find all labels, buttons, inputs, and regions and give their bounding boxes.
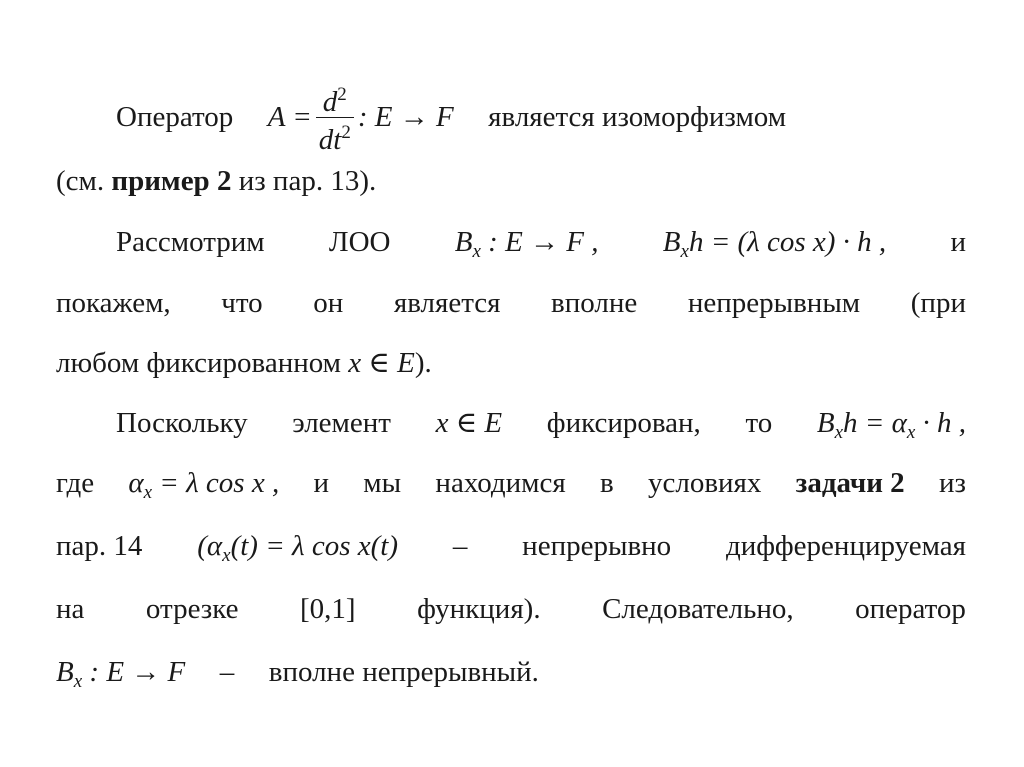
frac-denominator-exponent: 2 bbox=[341, 122, 351, 143]
word-where: где bbox=[56, 467, 95, 499]
op-b: B bbox=[454, 226, 473, 258]
segment-word-3: функция). bbox=[417, 593, 541, 625]
formula-alpha-t bbox=[197, 528, 398, 574]
eq-op-b: B bbox=[662, 226, 681, 258]
word-since: Поскольку bbox=[116, 407, 248, 439]
alpha-sub: x bbox=[143, 482, 153, 503]
segment-word-2: [0,1] bbox=[300, 593, 356, 625]
word-in: в bbox=[600, 467, 614, 499]
formula-bxh bbox=[663, 224, 886, 270]
alpha-t-open: (α bbox=[197, 530, 223, 562]
segment-word-4: Следовательно, bbox=[602, 593, 794, 625]
word-consider: Рассмотрим bbox=[116, 226, 265, 258]
frac-denominator: dt bbox=[318, 124, 342, 156]
word-element: элемент bbox=[292, 407, 391, 439]
formula-lhs: A = bbox=[267, 101, 312, 134]
show-word-3: является bbox=[393, 287, 501, 319]
show-word-5: непрерывным bbox=[687, 287, 861, 319]
text-from-par-13: из пар. 13). bbox=[231, 165, 377, 197]
line-par-14 bbox=[56, 528, 966, 574]
show-word-4: вполне bbox=[551, 287, 638, 319]
formula-x-in-e: x ∈ E bbox=[348, 347, 415, 379]
alpha-t-sub: x bbox=[222, 545, 231, 566]
op-b-sub: x bbox=[472, 241, 481, 262]
word-loo: ЛОО bbox=[328, 226, 391, 258]
line-any-fixed bbox=[56, 345, 966, 381]
eq6-sub2: x bbox=[906, 422, 916, 443]
show-word-0: покажем, bbox=[56, 287, 171, 319]
dash-2: – bbox=[219, 656, 235, 688]
op10-map: : E → F bbox=[89, 656, 186, 688]
word-and: и bbox=[950, 226, 966, 258]
segment-word-5: оператор bbox=[855, 593, 966, 625]
word-fixed: фиксирован, bbox=[546, 407, 701, 439]
fraction-d2-dt2 bbox=[316, 80, 354, 155]
word-differentiable: дифференцируемая bbox=[726, 530, 966, 562]
op-map: : E → F , bbox=[488, 226, 599, 258]
word-we: мы bbox=[363, 467, 402, 499]
eq-rest: h = (λ cos x) · h , bbox=[688, 226, 887, 258]
show-word-2: он bbox=[313, 287, 344, 319]
word-operator: Оператор bbox=[116, 101, 234, 134]
line-consider-loo bbox=[116, 224, 966, 270]
formula-x-in-e-2: x ∈ E bbox=[435, 407, 503, 439]
op10-sub: x bbox=[73, 671, 83, 692]
alpha-symbol: α bbox=[128, 467, 144, 499]
line-see-example bbox=[56, 163, 966, 199]
text-completely-continuous: вполне непрерывный. bbox=[268, 656, 539, 688]
word-continuously: непрерывно bbox=[522, 530, 672, 562]
word-then: то bbox=[745, 407, 773, 439]
alpha-t-rest: (t) = λ cos x(t) bbox=[230, 530, 398, 562]
segment-word-1: отрезке bbox=[145, 593, 239, 625]
eq6-end: · h , bbox=[922, 407, 966, 439]
word-and-2: и bbox=[313, 467, 330, 499]
op10-b: B bbox=[56, 656, 74, 688]
segment-word-0: на bbox=[56, 593, 85, 625]
eq6-mid: h = α bbox=[843, 407, 907, 439]
line-since-element bbox=[116, 405, 966, 451]
text-close-paren: ). bbox=[414, 347, 432, 379]
formula-alpha bbox=[128, 465, 279, 511]
word-conditions: условиях bbox=[647, 467, 762, 499]
text-any-fixed: любом фиксированном bbox=[56, 347, 349, 379]
formula-bx-map-2 bbox=[56, 656, 186, 692]
formula-map: : E → F bbox=[357, 101, 454, 134]
line-conclusion bbox=[56, 654, 966, 700]
eq6-op: B bbox=[816, 407, 835, 439]
eq6-sub: x bbox=[834, 422, 844, 443]
bold-example-2: пример 2 bbox=[111, 165, 232, 197]
show-word-6: (при bbox=[910, 287, 966, 319]
word-are: находимся bbox=[435, 467, 566, 499]
formula-bxh-alpha bbox=[817, 405, 966, 451]
alpha-rest: = λ cos x , bbox=[159, 467, 280, 499]
text-par-14: пар. 14 bbox=[56, 530, 143, 562]
text-is-isomorphism: является изоморфизмом bbox=[488, 101, 787, 134]
eq-op-sub: x bbox=[680, 241, 689, 262]
text-see: (см. bbox=[56, 165, 112, 197]
show-word-1: что bbox=[221, 287, 263, 319]
line-on-segment bbox=[56, 591, 966, 627]
frac-numerator: d bbox=[322, 86, 338, 118]
dash: – bbox=[452, 530, 468, 562]
frac-numerator-exponent: 2 bbox=[337, 84, 347, 105]
word-from: из bbox=[938, 467, 966, 499]
bold-problem-2: задачи 2 bbox=[795, 467, 905, 499]
formula-bx-map bbox=[455, 224, 599, 270]
line-show-that bbox=[56, 285, 966, 321]
line-operator-definition bbox=[116, 82, 966, 157]
line-where-alpha bbox=[56, 465, 966, 511]
